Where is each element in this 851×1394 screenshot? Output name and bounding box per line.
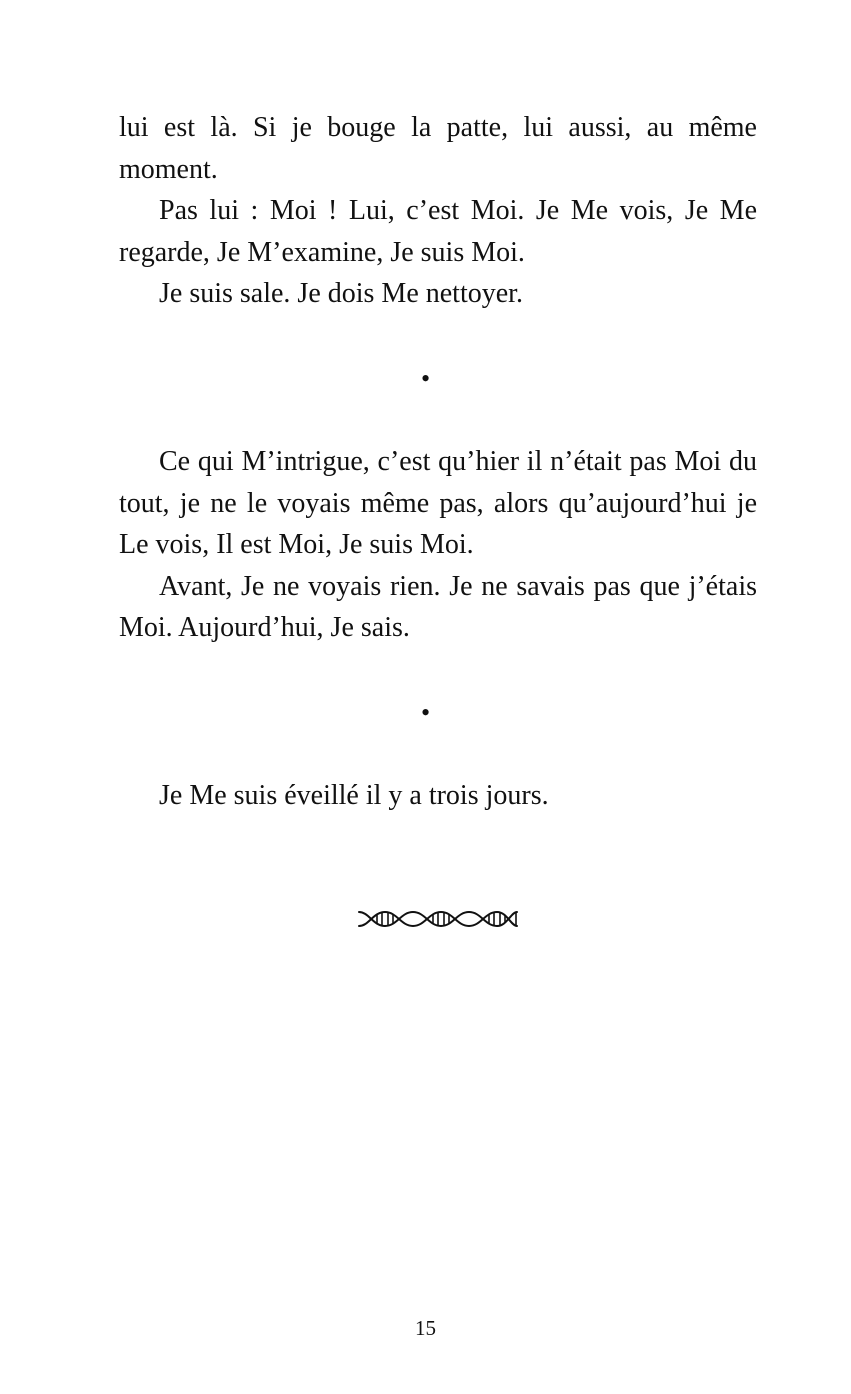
paragraph: lui est là. Si je bouge la patte, lui aussi, au même moment. (119, 112, 757, 185)
text-block-3 (119, 775, 757, 817)
paragraph: Je suis sale. Je dois Me nettoyer. (159, 278, 523, 309)
section-separator: • (420, 698, 431, 727)
paragraph: Ce qui M’intrigue, c’est qu’hier il n’était pas Moi du tout, je ne le voyais même pas, alors qu’aujourd’hui je Le vois, Il est Moi, Je suis Moi. (119, 446, 757, 560)
section-separator: • (420, 364, 431, 393)
paragraph: Avant, Je ne voyais rien. Je ne savais pas que j’étais Moi. Aujourd’hui, Je sais. (119, 570, 757, 643)
paragraph: Pas lui : Moi ! Lui, c’est Moi. Je Me vois, Je Me regarde, Je M’examine, Je suis Moi. (119, 195, 757, 268)
text-block-1 (119, 107, 757, 315)
paragraph: Je Me suis éveillé il y a trois jours. (159, 780, 549, 811)
text-block-2 (119, 441, 757, 649)
dna-helix-ornament-icon (357, 906, 519, 932)
page-number: 15 (415, 1316, 436, 1340)
